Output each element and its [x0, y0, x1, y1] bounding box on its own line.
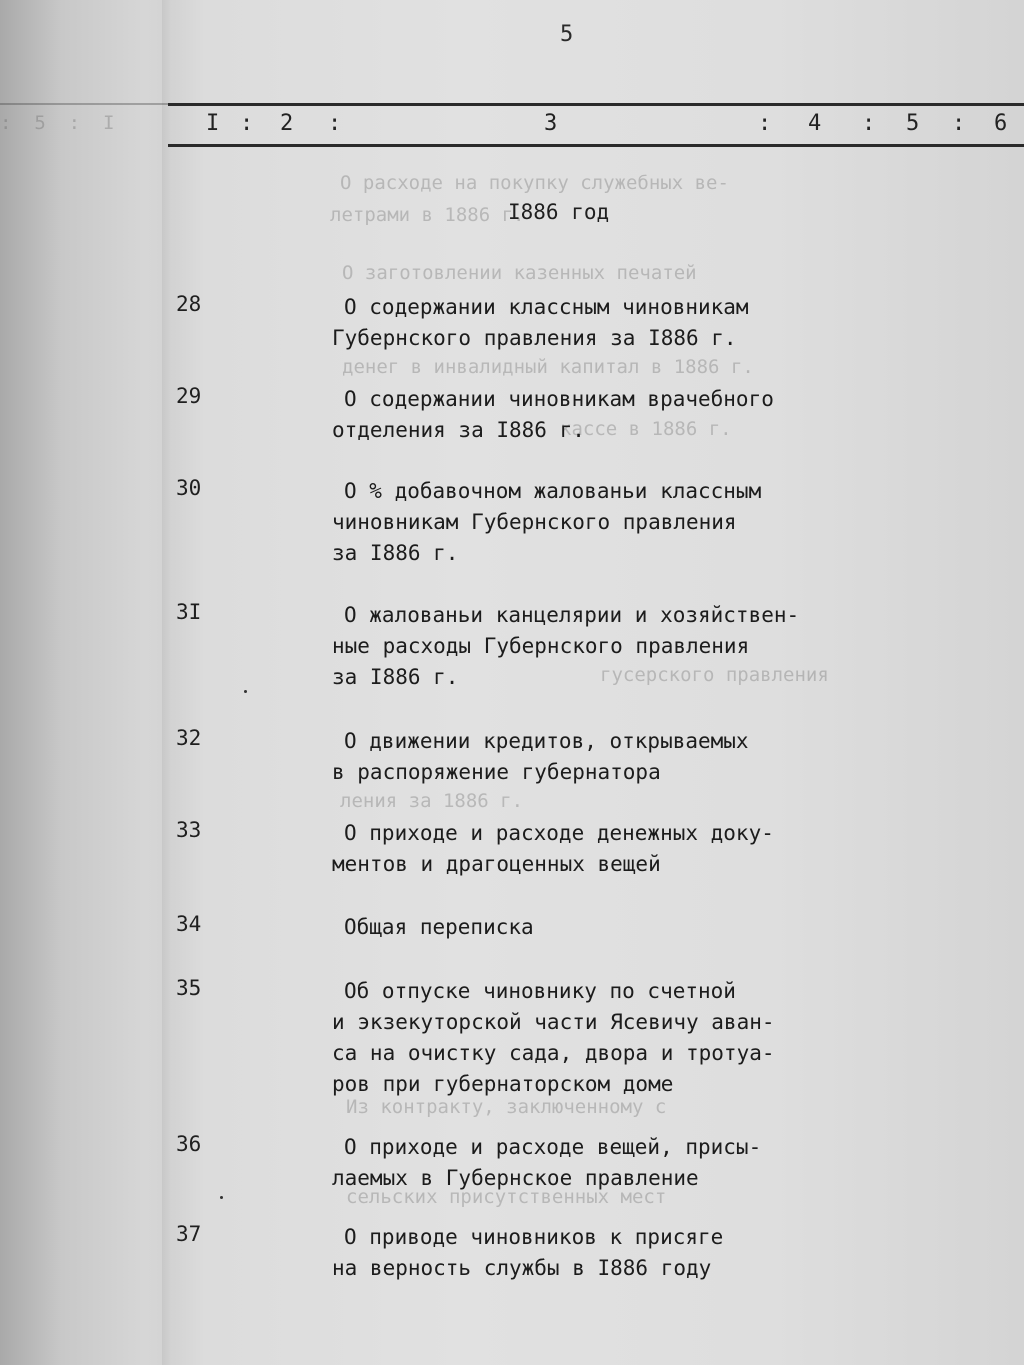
entry-title	[332, 976, 802, 1100]
entry-number: 28	[176, 292, 202, 316]
entry-line: О приводе чиновников к присяге	[344, 1225, 724, 1249]
entry-line: О жалованьи канцелярии и хозяйствен-	[344, 603, 800, 627]
year-heading: I886 год	[508, 200, 610, 224]
entry-number: 36	[176, 1132, 202, 1156]
entry-number: 3I	[176, 600, 202, 624]
entry-title	[332, 384, 802, 446]
entry-number: 35	[176, 976, 202, 1000]
entry-number: 29	[176, 384, 202, 408]
page-number: 5	[560, 22, 574, 47]
entry-number: 37	[176, 1222, 202, 1246]
ghost-line: летрами в 1886 г.	[330, 204, 525, 226]
entry-line: Губернского правления за I886 г.	[332, 326, 737, 350]
entry-line: лаемых в Губернское правление	[332, 1166, 699, 1190]
ghost-line: гусерского правления	[600, 664, 829, 686]
ghost-line: денег в инвалидный капитал в 1886 г.	[342, 356, 754, 378]
entry-line: на верность службы в I886 году	[332, 1256, 712, 1280]
column-header-3: 3	[544, 111, 558, 136]
entry-title	[332, 476, 802, 569]
table-header-top-rule	[168, 103, 1024, 106]
column-header-5: 5	[906, 111, 920, 136]
entry-title	[332, 1222, 802, 1284]
paper-speck	[220, 1196, 223, 1199]
column-separator: :	[328, 111, 342, 136]
entry-line: О движении кредитов, открываемых	[344, 729, 749, 753]
entry-line: са на очистку сада, двора и тротуа-	[332, 1041, 775, 1065]
entry-line: ментов и драгоценных вещей	[332, 852, 661, 876]
entry-line: за I886 г.	[332, 665, 459, 689]
entry-line: О содержании классным чиновникам	[344, 295, 749, 319]
ghost-rule	[0, 103, 168, 105]
entry-title	[332, 818, 802, 880]
ghost-line: О расходе на покупку служебных ве-	[340, 172, 729, 194]
column-header-1: I	[206, 111, 220, 136]
entry-title	[332, 600, 802, 693]
entry-title	[332, 726, 802, 788]
column-separator: :	[952, 111, 966, 136]
entry-line: Об отпуске чиновнику по счетной	[344, 979, 736, 1003]
ghost-header-left: : 5 : I	[0, 112, 115, 134]
entry-number: 34	[176, 912, 202, 936]
entry-line: О приходе и расходе денежных доку-	[344, 821, 774, 845]
ghost-line: О заготовлении казенных печатей	[342, 262, 697, 284]
entry-line: О приходе и расходе вещей, присы-	[344, 1135, 762, 1159]
entry-title	[332, 292, 802, 354]
ghost-line: Из контракту, заключенному с	[346, 1096, 667, 1118]
entry-title	[332, 912, 802, 943]
page-fold-shadow	[162, 0, 172, 1365]
entry-line: Общая переписка	[344, 915, 534, 939]
entry-number: 30	[176, 476, 202, 500]
ghost-line: ления за 1886 г.	[340, 790, 524, 812]
entry-line: ные расходы Губернского правления	[332, 634, 750, 658]
table-header-bottom-rule	[168, 144, 1024, 147]
entry-line: за I886 г.	[332, 541, 459, 565]
entry-line: чиновникам Губернского правления	[332, 510, 737, 534]
column-separator: :	[758, 111, 772, 136]
column-separator: :	[240, 111, 254, 136]
entry-line: О % добавочном жалованьи классным	[344, 479, 762, 503]
column-header-4: 4	[808, 111, 822, 136]
column-separator: :	[862, 111, 876, 136]
entry-number: 33	[176, 818, 202, 842]
entry-line: в распоряжение губернатора	[332, 760, 661, 784]
entry-line: отделения за I886 г.	[332, 418, 585, 442]
paper-speck	[244, 690, 247, 693]
entry-title	[332, 1132, 802, 1194]
entry-line: и экзекуторской части Ясевичу аван-	[332, 1010, 775, 1034]
entry-line: ров при губернаторском доме	[332, 1072, 674, 1096]
entry-number: 32	[176, 726, 202, 750]
ghost-line: кассе в 1886 г.	[560, 418, 732, 440]
ghost-line: сельских присутственных мест	[346, 1186, 667, 1208]
column-header-6: 6	[994, 111, 1008, 136]
column-header-2: 2	[280, 111, 294, 136]
entry-line: О содержании чиновникам врачебного	[344, 387, 774, 411]
